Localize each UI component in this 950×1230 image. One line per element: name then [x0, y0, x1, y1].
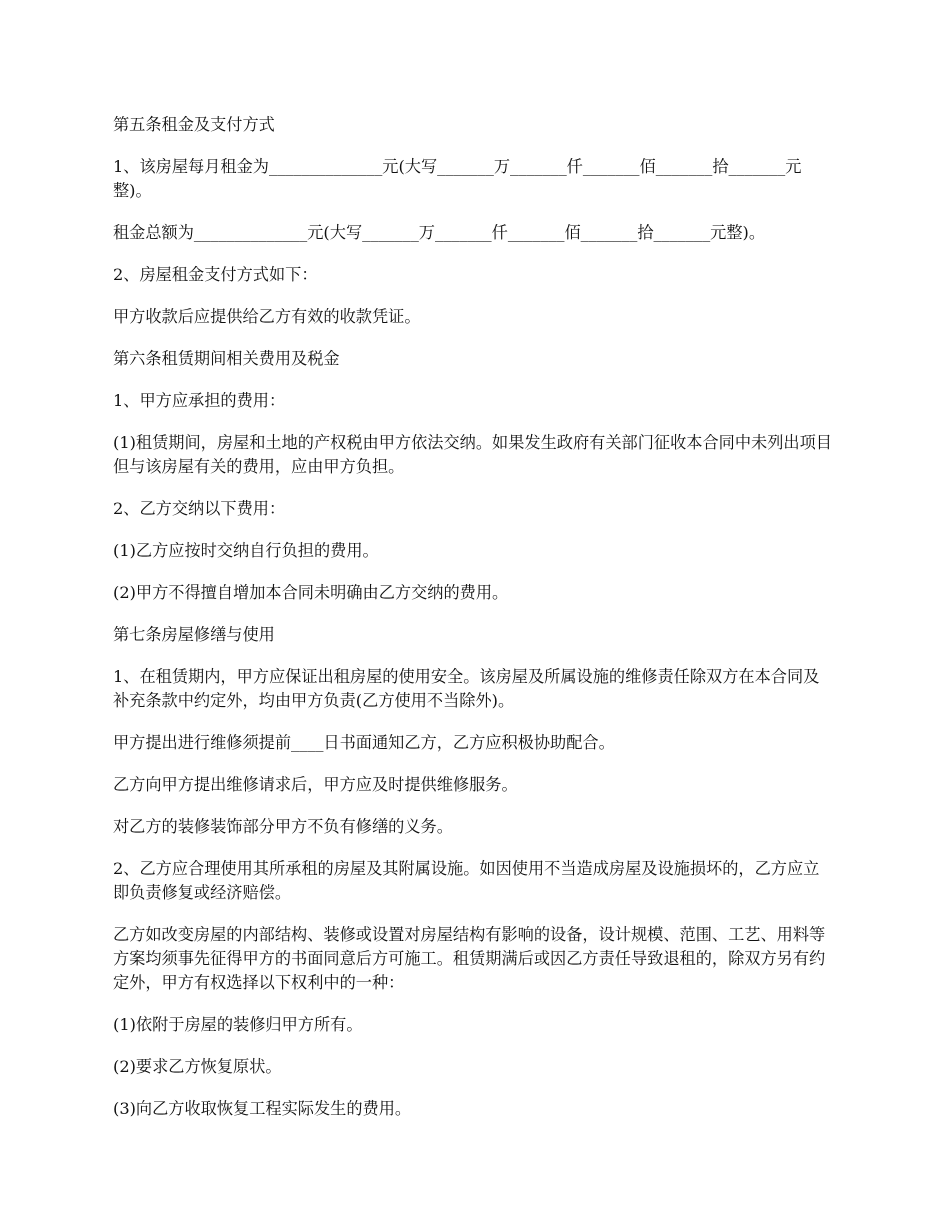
repair-request-clause: 乙方向甲方提出维修请求后，甲方应及时提供维修服务。 [113, 775, 518, 794]
document-body [113, 113, 835, 1139]
section-heading-7: 第七条房屋修缮与使用 [113, 625, 275, 644]
option-item-2: (2)要求乙方恢复原状。 [113, 1057, 282, 1076]
section-heading-5: 第五条租金及支付方式 [113, 115, 275, 134]
party-a-fees-item-1: (1)租赁期间，房屋和土地的产权税由甲方依法交纳。如果发生政府有关部门征收本合同中未列出项目但与该房屋有关的费用，应由甲方负担。 [113, 433, 832, 476]
receipt-clause: 甲方收款后应提供给乙方有效的收款凭证。 [113, 307, 421, 326]
use-clause-2: 2、乙方应合理使用其所承租的房屋及其附属设施。如因使用不当造成房屋及设施损坏的，乙方应立即负责修复或经济赔偿。 [113, 859, 820, 902]
party-b-fees-item-2: (2)甲方不得擅自增加本合同未明确由乙方交纳的费用。 [113, 583, 509, 602]
party-b-fees-clause: 2、乙方交纳以下费用： [113, 499, 286, 518]
decoration-clause: 对乙方的装修装饰部分甲方不负有修缮的义务。 [113, 817, 453, 836]
total-rent-clause: 租金总额为______________元(大写_______万_______仟_______佰_______拾_______元整)。 [113, 223, 766, 242]
repair-clause-1: 1、在租赁期内，甲方应保证出租房屋的使用安全。该房屋及所属设施的维修责任除双方在本合同及补充条款中约定外，均由甲方负责(乙方使用不当除外)。 [113, 667, 820, 710]
repair-notice-clause: 甲方提出进行维修须提前____日书面通知乙方，乙方应积极协助配合。 [113, 733, 615, 752]
party-b-fees-item-1: (1)乙方应按时交纳自行负担的费用。 [113, 541, 379, 560]
alteration-clause: 乙方如改变房屋的内部结构、装修或设置对房屋结构有影响的设备，设计规模、范围、工艺、用料等方案均须事先征得甲方的书面同意后方可施工。租赁期满后或因乙方责任导致退租的，除双方另有约定外，甲方有权选择以下权利中的一种： [113, 925, 826, 992]
monthly-rent-clause: 1、该房屋每月租金为______________元(大写_______万_______仟_______佰_______拾_______元整)。 [113, 157, 802, 200]
party-a-fees-clause: 1、甲方应承担的费用： [113, 391, 286, 410]
option-item-1: (1)依附于房屋的装修归甲方所有。 [113, 1015, 363, 1034]
option-item-3: (3)向乙方收取恢复工程实际发生的费用。 [113, 1099, 412, 1118]
payment-method-clause: 2、房屋租金支付方式如下： [113, 265, 318, 284]
section-heading-6: 第六条租赁期间相关费用及税金 [113, 349, 340, 368]
